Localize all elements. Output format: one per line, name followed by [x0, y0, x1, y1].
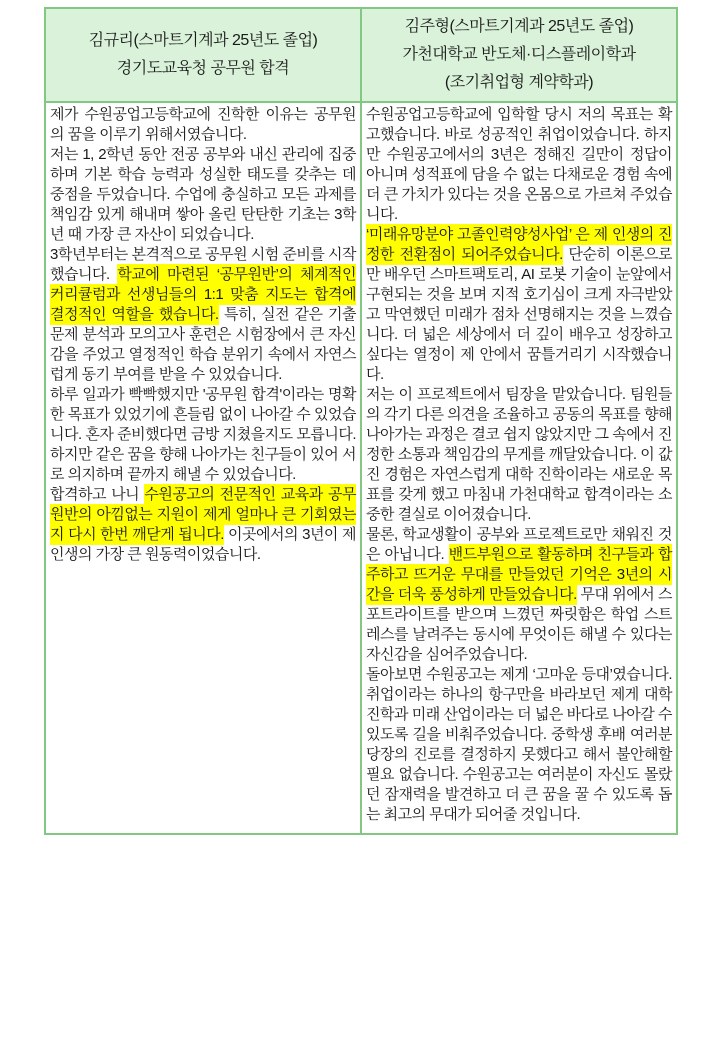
essay-paragraph [50, 485, 356, 565]
essay-paragraph [366, 385, 672, 525]
text-segment: 특히, 실전 같은 기출문제 분석과 모의고사 훈련은 시험장에서 큰 자신감을 주었고 열정적인 학습 분위기 속에서 자연스럽게 동기 부여를 받을 수 있었습니다. [50, 306, 356, 383]
text-segment: 물론, 학교생활이 공부와 프로젝트로만 채워진 것은 아닙니다. [366, 526, 672, 563]
header-line: 김규리(스마트기계과 25년도 졸업) [88, 32, 318, 49]
header-line: (조기취업형 계약학과) [444, 74, 594, 91]
text-segment: 제가 수원공업고등학교에 진학한 이유는 공무원의 꿈을 이루기 위해서였습니다. [50, 106, 356, 143]
graduate-testimonial-table [44, 7, 678, 835]
text-segment: 하루 일과가 빡빡했지만 '공무원 합격'이라는 명확한 목표가 있었기에 흔들림 없이 나아갈 수 있었습니다. 혼자 준비했다면 금방 지쳤을지도 모릅니다. 하지만 같은 꿈을 향해 나아가는 친구들이 있어 서로 의지하며 끝까지 해낼 수 있었습니다. [50, 386, 356, 483]
text-segment: 저는 이 프로젝트에서 팀장을 맡았습니다. 팀원들의 각기 다른 의견을 조율하고 공동의 목표를 향해 나아가는 과정은 결코 쉽지 않았지만 그 속에서 진정한 소통과 책임감의 무게를 깨달았습니다. 이 값진 경험은 자연스럽게 대학 진학이라는 새로운 목표를 갖게 했고 마침내 가천대학교 합격이라는 소중한 결실로 이어졌습니다. [366, 386, 672, 523]
text-segment: 돌아보면 수원공고는 제게 ‘고마운 등대’였습니다. 취업이라는 하나의 항구만을 바라보던 제게 대학 진학과 미래 산업이라는 더 넓은 바다로 나아갈 수 있도록 길을 비춰주었습니다. 중학생 후배 여러분 당장의 진로를 결정하지 못했다고 해서 불안해할 필요 없습니다. 수원공고는 여러분이 자신도 몰랐던 잠재력을 발견하고 더 큰 꿈을 꿀 수 있도록 돕는 최고의 무대가 되어줄 것입니다. [366, 666, 672, 823]
essay-paragraph [366, 665, 672, 825]
header-line: 가천대학교 반도체·디스플레이학과 [402, 46, 636, 63]
essay-cell-kim-juhyung [361, 102, 677, 834]
highlighted-text: 수원공고의 전문적인 교육과 공무원반의 아낌없는 지원이 제게 얼마나 큰 기회였는지 다시 한번 깨닫게 됩니다. [50, 486, 356, 543]
essay-cell-kim-gyuri [45, 102, 361, 834]
highlighted-text: ‘미래유망분야 고졸인력양성사업’ 은 제 인생의 진정한 전환점이 되어주었습니다. [366, 226, 672, 263]
header-line: 김주형(스마트기계과 25년도 졸업) [404, 18, 634, 35]
essay-paragraph [50, 145, 356, 245]
text-segment: 합격하고 나니 [50, 486, 145, 503]
text-segment: 단순히 이론으로만 배우던 스마트팩토리, AI 로봇 기술이 눈앞에서 구현되는 것을 보며 지적 호기심이 크게 자극받았고 막연했던 미래가 점차 선명해지는 것을 느꼈습니다. 더 넓은 세상에서 더 깊이 배우고 성장하고 싶다는 열정이 제 안에서 꿈틀거리기 시작했습니다. [366, 246, 672, 383]
highlighted-text: 밴드부원으로 활동하며 친구들과 합주하고 뜨거운 무대를 만들었던 기억은 3년의 시간을 더욱 풍성하게 만들었습니다. [366, 546, 673, 603]
header-cell-kim-gyuri [45, 8, 361, 102]
essay-paragraph [50, 245, 356, 385]
header-line: 경기도교육청 공무원 합격 [116, 60, 290, 77]
text-segment: 저는 1, 2학년 동안 전공 공부와 내신 관리에 집중하며 기본 학습 능력과 성실한 태도를 갖추는 데 중점을 두었습니다. 수업에 충실하고 모든 과제를 책임감 있게 해내며 쌓아 올린 탄탄한 기초는 3학년 때 가장 큰 자산이 되었습니다. [50, 146, 356, 243]
table-body-row [45, 102, 677, 834]
essay-paragraph [50, 385, 356, 485]
text-segment: 무대 위에서 스포트라이트를 받으며 느꼈던 짜릿함은 학업 스트레스를 날려주는 동시에 무엇이든 해낼 수 있다는 자신감을 심어주었습니다. [366, 586, 672, 663]
essay-paragraph [366, 105, 672, 225]
text-segment: 3학년부터는 본격적으로 공무원 시험 준비를 시작했습니다. [50, 246, 356, 283]
text-segment: 이곳에서의 3년이 제 인생의 가장 큰 원동력이었습니다. [50, 526, 357, 563]
essay-paragraph [50, 105, 356, 145]
text-segment: 수원공업고등학교에 입학할 당시 저의 목표는 확고했습니다. 바로 성공적인 취업이었습니다. 하지만 수원공고에서의 3년은 정해진 길만이 정답이 아니며 성적표에 담을 수 없는 다채로운 경험 속에 더 큰 가치가 있다는 것을 온몸으로 가르쳐 주었습니다. [366, 106, 672, 223]
essay-paragraph [366, 525, 672, 665]
header-cell-kim-juhyung [361, 8, 677, 102]
highlighted-text: 학교에 마련된 ‘공무원반’의 체계적인 커리큘럼과 선생님들의 1:1 맞춤 지도는 합격에 결정적인 역할을 했습니다. [50, 266, 356, 323]
table-header-row [45, 8, 677, 102]
essay-paragraph [366, 225, 672, 385]
